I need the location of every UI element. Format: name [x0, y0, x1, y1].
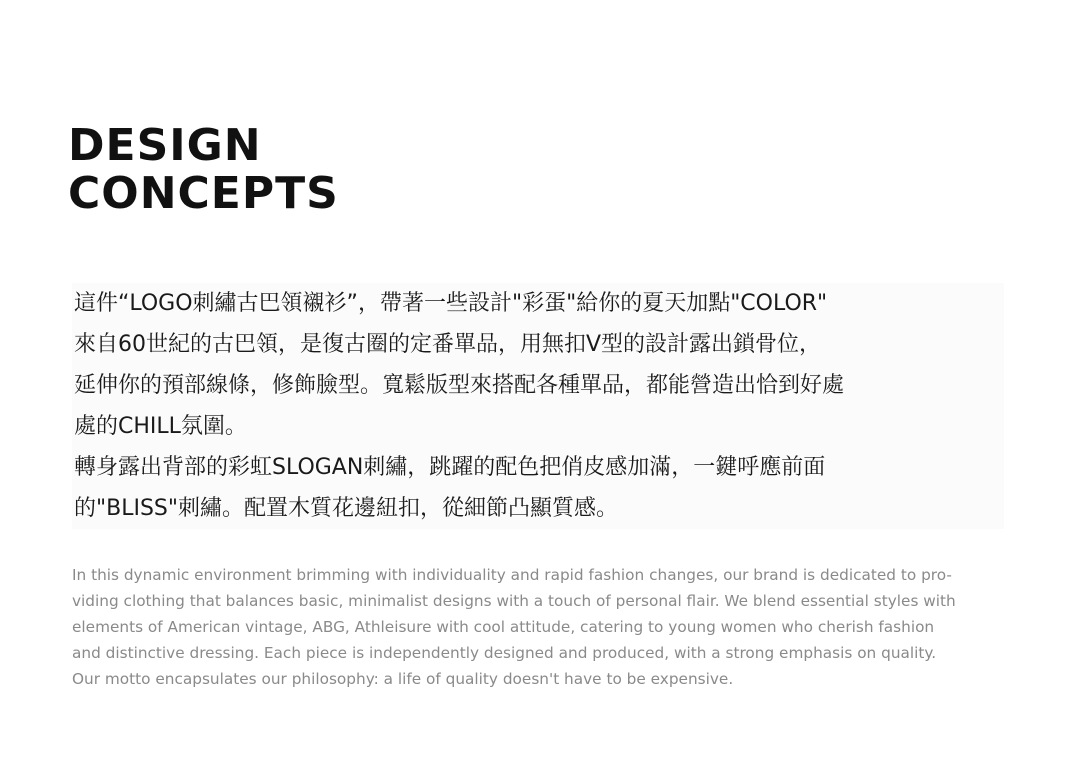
heading-line-1: DESIGN: [68, 120, 262, 171]
chinese-line-3: 延伸你的預部線條，修飾臉型。寬鬆版型來搭配各種單品，都能營造出恰到好處: [72, 365, 1004, 406]
chinese-description: [72, 283, 1004, 529]
chinese-line-6: 的"BLISS"刺繡。配置木質花邊紐扣，從細節凸顯質感。: [72, 488, 1004, 529]
page-heading: [68, 122, 339, 218]
chinese-line-5: 轉身露出背部的彩虹SLOGAN刺繡，跳躍的配色把俏皮感加滿，一鍵呼應前面: [72, 447, 1004, 488]
english-line-2: viding clothing that balances basic, minimalist designs with a touch of personal flair. We blend essential styles with: [72, 592, 956, 610]
chinese-line-1: 這件“LOGO刺繡古巴領襯衫”，帶著一些設計"彩蛋"給你的夏天加點"COLOR": [72, 283, 1004, 324]
heading-line-2: CONCEPTS: [68, 168, 339, 219]
english-description: [72, 562, 1007, 692]
english-line-3: elements of American vintage, ABG, Athleisure with cool attitude, catering to young women who cherish fashion: [72, 618, 935, 636]
chinese-line-4: 處的CHILL氛圍。: [72, 406, 1004, 447]
english-line-5: Our motto encapsulates our philosophy: a life of quality doesn't have to be expensive.: [72, 670, 734, 688]
english-line-4: and distinctive dressing. Each piece is independently designed and produced, with a strong emphasis on quality.: [72, 644, 937, 662]
english-line-1: In this dynamic environment brimming with individuality and rapid fashion changes, our brand is dedicated to pro-: [72, 566, 952, 584]
chinese-line-2: 來自60世紀的古巴領，是復古圈的定番單品，用無扣V型的設計露出鎖骨位，: [72, 324, 1004, 365]
